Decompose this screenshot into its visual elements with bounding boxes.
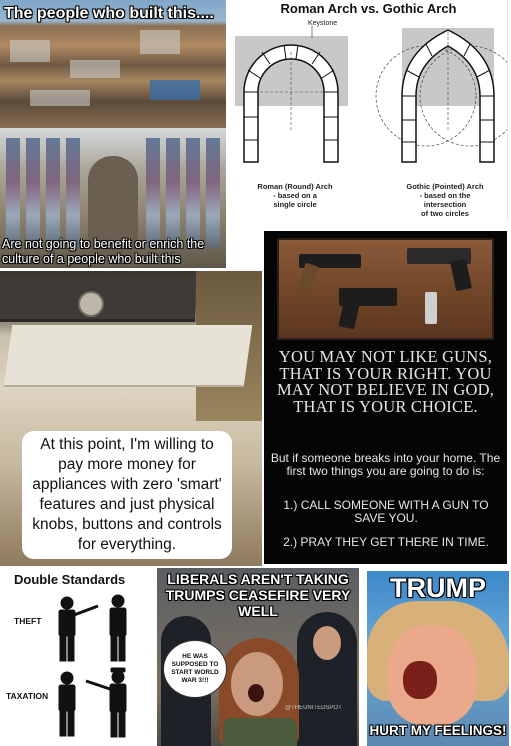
crying-mouth	[403, 661, 437, 699]
slum-cathedral-meme	[0, 0, 226, 268]
trump-meme-title: TRUMP	[390, 573, 486, 603]
guns-photo	[277, 238, 494, 340]
washing-machine-meme	[0, 271, 262, 566]
speech-bubble: HE WAS SUPPOSED TO START WORLD WAR 3!!!	[163, 640, 227, 698]
gothic-arch-caption: Gothic (Pointed) Arch - based on the intersection of two circles	[406, 182, 484, 218]
liberals-ceasefire-meme	[157, 568, 359, 746]
slum-meme-caption: Are not going to benefit or enrich the culture of a people who built this	[2, 237, 205, 266]
taxation-label: TAXATION	[6, 691, 49, 701]
double-standards-title: Double Standards	[14, 572, 126, 587]
double-standards-meme	[0, 569, 154, 746]
guns-meme	[264, 231, 507, 564]
trump-meme-caption: HURT MY FEELINGS!	[369, 723, 507, 738]
liberals-meme-title: LIBERALS AREN'T TAKING TRUMPS CEASEFIRE VERY WELL	[165, 571, 351, 619]
slum-meme-title: The people who built this....	[4, 5, 214, 22]
guns-item-2: 2.) PRAY THEY GET THERE IN TIME.	[283, 535, 489, 549]
keystone-label: Keystone	[308, 20, 338, 27]
arch-drawings	[230, 22, 507, 182]
stick-figures	[0, 569, 154, 746]
guns-headline: YOU MAY NOT LIKE GUNS, THAT IS YOUR RIGHT. YOU MAY NOT BELIEVE IN GOD, THAT IS YOUR CHOICE.	[276, 347, 495, 416]
trump-feelings-meme	[367, 571, 509, 746]
roman-arch-caption: Roman (Round) Arch - based on a single circle	[257, 182, 333, 209]
theft-label: THEFT	[14, 616, 42, 626]
washer-lid	[4, 325, 253, 387]
watermark: @THEUNITEDSPOT	[285, 705, 342, 711]
washer-knob-icon	[78, 291, 104, 317]
guns-item-1: 1.) CALL SOMEONE WITH A GUN TO SAVE YOU.	[283, 498, 489, 525]
appliance-quote: At this point, I'm willing to pay more money for appliances with zero 'smart' features and just physical knobs, buttons and controls for everything.	[22, 431, 232, 559]
guns-body-text: But if someone breaks into your home. The first two things you are going to do is:	[270, 451, 501, 478]
arch-diagram-title: Roman Arch vs. Gothic Arch	[280, 1, 457, 16]
arch-comparison-diagram	[230, 0, 508, 222]
